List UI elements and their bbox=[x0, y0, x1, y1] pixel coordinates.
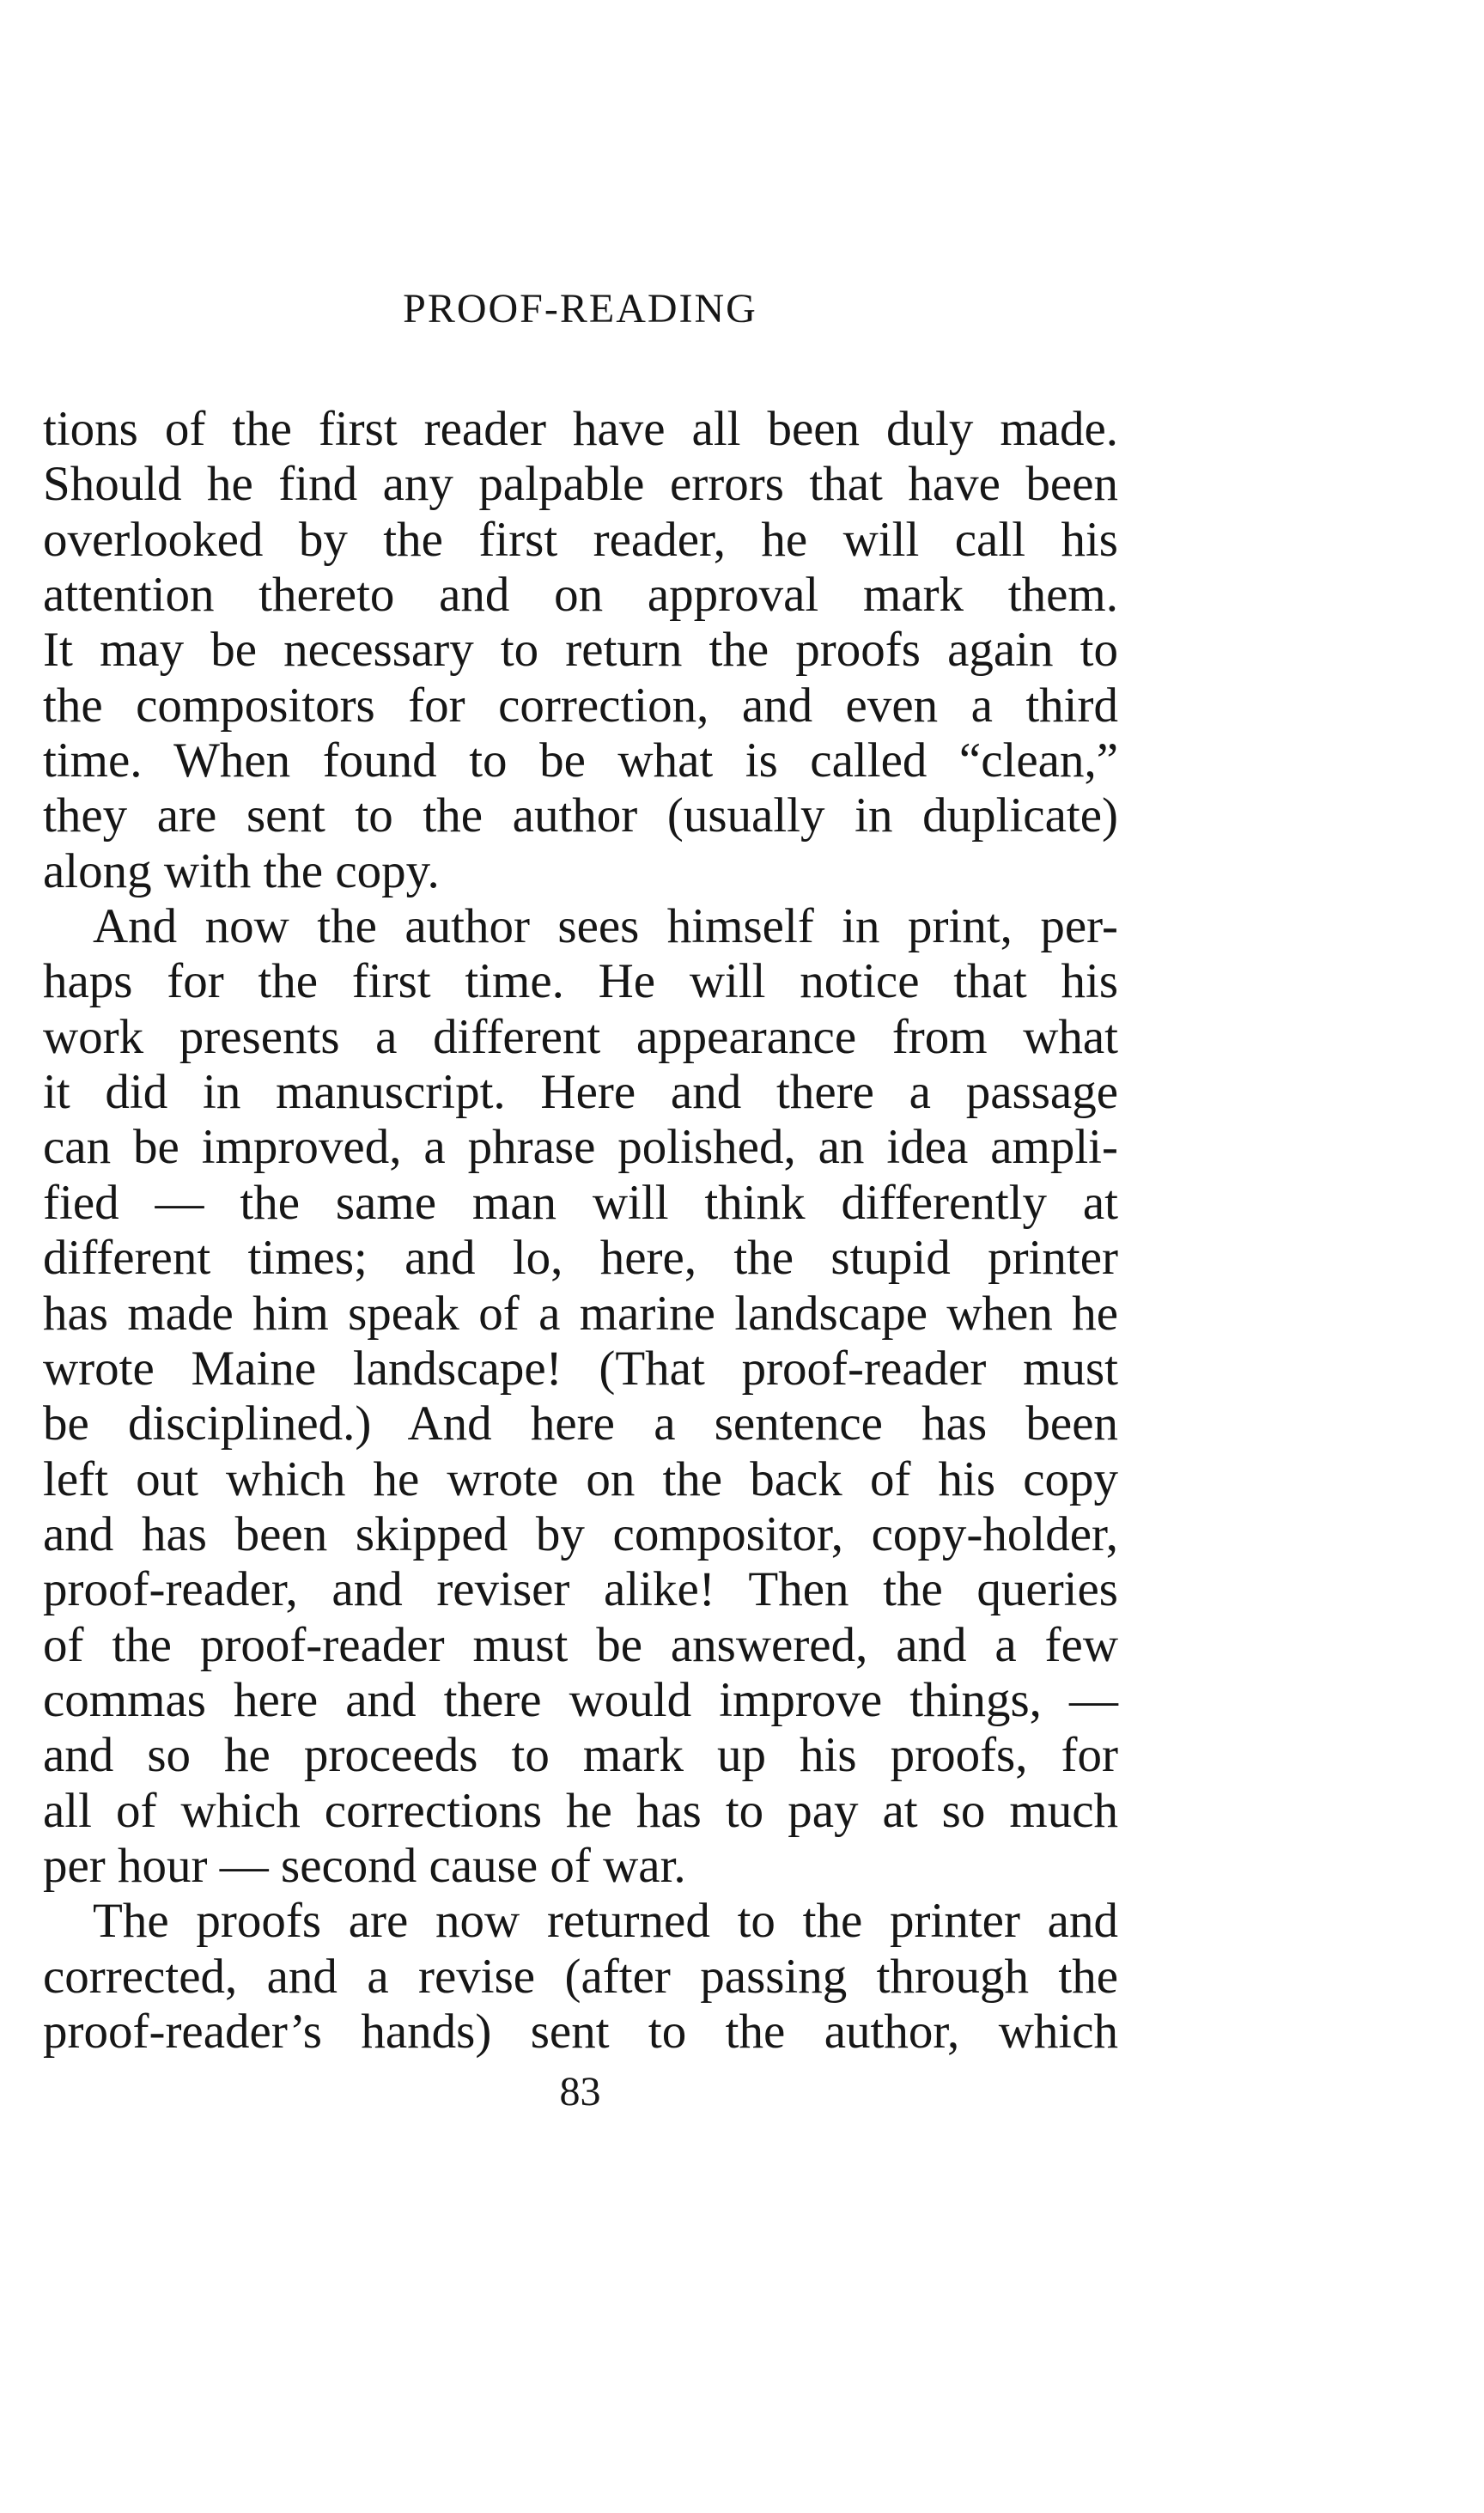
text-line: of the proof-reader must be answered, and a few bbox=[43, 1617, 1118, 1672]
body-text bbox=[43, 402, 1118, 2060]
text-line: It may be necessary to return the proofs again to bbox=[43, 623, 1118, 678]
text-line: attention thereto and on approval mark them. bbox=[43, 568, 1118, 623]
text-line: proof-reader’s hands) sent to the author, which bbox=[43, 2004, 1118, 2059]
text-line: Should he find any palpable errors that have been bbox=[43, 457, 1118, 512]
page-number: 83 bbox=[559, 2069, 601, 2114]
text-line: they are sent to the author (usually in duplicate) bbox=[43, 788, 1118, 843]
text-line: fied — the same man will think differently at bbox=[43, 1175, 1118, 1230]
running-head: PROOF-READING bbox=[403, 286, 757, 332]
text-line: can be improved, a phrase polished, an idea ampli- bbox=[43, 1120, 1118, 1175]
text-line: all of which corrections he has to pay at so much bbox=[43, 1783, 1118, 1838]
text-line: left out which he wrote on the back of his copy bbox=[43, 1451, 1118, 1506]
text-line: proof-reader, and reviser alike! Then the queries bbox=[43, 1562, 1118, 1617]
text-line: has made him speak of a marine landscape when he bbox=[43, 1286, 1118, 1341]
text-line: tions of the first reader have all been duly made. bbox=[43, 402, 1118, 456]
text-line: corrected, and a revise (after passing through the bbox=[43, 1949, 1118, 2004]
text-line: And now the author sees himself in print, per- bbox=[93, 899, 1118, 954]
text-line: overlooked by the first reader, he will call his bbox=[43, 512, 1118, 567]
text-line: the compositors for correction, and even a third bbox=[43, 678, 1118, 733]
text-line: and so he proceeds to mark up his proofs, for bbox=[43, 1728, 1118, 1783]
text-line: and has been skipped by compositor, copy-holder, bbox=[43, 1506, 1118, 1561]
text-line: it did in manuscript. Here and there a passage bbox=[43, 1065, 1118, 1120]
text-line: commas here and there would improve things, — bbox=[43, 1672, 1118, 1727]
text-line: different times; and lo, here, the stupid printer bbox=[43, 1231, 1118, 1286]
text-line: The proofs are now returned to the printer and bbox=[93, 1894, 1118, 1949]
text-line: work presents a different appearance from what bbox=[43, 1009, 1118, 1064]
text-line: haps for the first time. He will notice that his bbox=[43, 954, 1118, 1009]
text-line: along with the copy. bbox=[43, 843, 440, 898]
text-line: time. When found to be what is called “clean,” bbox=[43, 733, 1118, 788]
text-line: per hour — second cause of war. bbox=[43, 1838, 686, 1893]
text-line: wrote Maine landscape! (That proof-reader must bbox=[43, 1341, 1118, 1396]
text-line: be disciplined.) And here a sentence has been bbox=[43, 1396, 1118, 1451]
